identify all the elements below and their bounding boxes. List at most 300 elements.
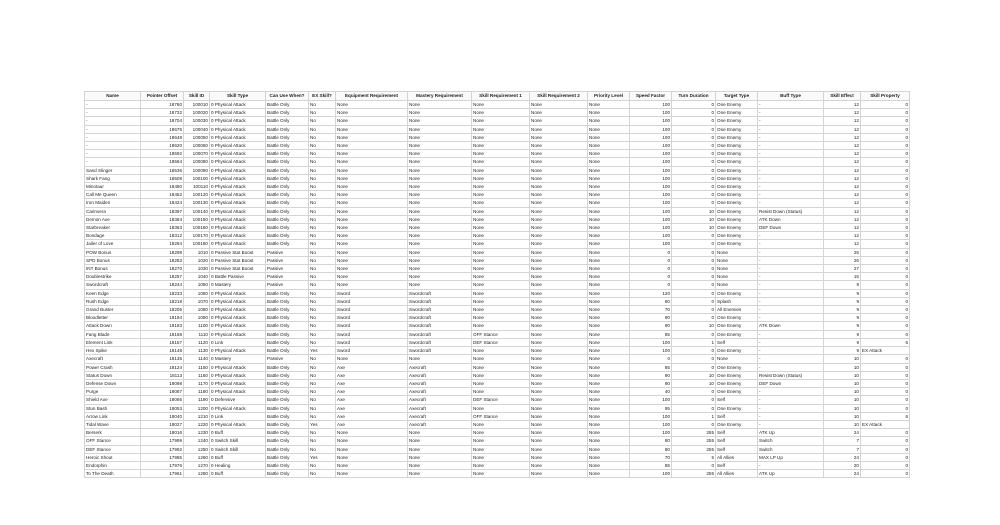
table-cell[interactable]: 100 [630,183,672,191]
table-cell[interactable]: 1230 [184,429,210,437]
table-cell[interactable]: 70 [630,306,672,314]
table-cell[interactable]: 18312 [141,232,184,240]
table-cell[interactable]: Minotaur [85,183,141,191]
table-cell[interactable]: One Enemy [716,322,758,330]
table-cell[interactable]: None [530,330,588,338]
column-header[interactable]: Skill Type [210,92,266,101]
table-cell[interactable]: Battle Only [266,117,309,125]
table-cell[interactable]: Call Me Queen [85,191,141,199]
table-cell[interactable]: None [530,355,588,363]
table-cell[interactable]: Axecraft [408,371,472,379]
table-cell[interactable]: Sword [336,289,408,297]
table-cell[interactable]: None [588,174,630,182]
table-cell[interactable]: None [588,142,630,150]
table-cell[interactable]: None [408,117,472,125]
table-cell[interactable]: 0 Physical Attack [210,158,266,166]
table-cell[interactable]: OFF Stance [472,330,530,338]
table-cell[interactable]: Defense Down [85,379,141,387]
table-cell[interactable]: DEF Stance [472,338,530,346]
table-cell[interactable]: None [716,265,758,273]
table-cell[interactable]: One Enemy [716,133,758,141]
table-cell[interactable]: One Enemy [716,183,758,191]
table-cell[interactable]: None [336,224,408,232]
table-cell[interactable]: No [309,461,336,469]
table-cell[interactable]: 18183 [141,322,184,330]
table-cell[interactable]: 7 [824,445,861,453]
table-cell[interactable]: - [758,396,824,404]
table-cell[interactable]: 0 [672,232,716,240]
table-cell[interactable]: Resist Down (Status) [758,207,824,215]
table-cell[interactable]: 12 [824,150,861,158]
table-cell[interactable]: Swordcraft [408,314,472,322]
table-cell[interactable]: No [309,248,336,256]
table-cell[interactable]: None [336,256,408,264]
table-cell[interactable]: 0 Healing [210,461,266,469]
table-cell[interactable]: Yes [309,347,336,355]
table-cell[interactable]: DEF Stance [85,445,141,453]
table-cell[interactable]: No [309,412,336,420]
table-cell[interactable]: 18283 [141,256,184,264]
table-cell[interactable]: None [472,256,530,264]
table-cell[interactable]: 1150 [184,363,210,371]
table-cell[interactable]: 80 [630,297,672,305]
table-cell[interactable]: None [588,199,630,207]
table-cell[interactable]: 0 Physical Attack [210,330,266,338]
table-cell[interactable]: 10 [672,322,716,330]
table-cell[interactable]: 0 Buff [210,429,266,437]
table-cell[interactable]: No [309,330,336,338]
table-cell[interactable]: None [472,314,530,322]
column-header[interactable]: Skill Effect [824,92,861,101]
table-cell[interactable]: Swordcraft [408,322,472,330]
table-cell[interactable]: Axecraft [408,379,472,387]
table-cell[interactable]: One Enemy [716,117,758,125]
table-cell[interactable]: 24 [824,429,861,437]
table-cell[interactable]: 100140 [184,207,210,215]
table-cell[interactable]: No [309,174,336,182]
table-cell[interactable]: None [336,355,408,363]
table-cell[interactable]: None [588,183,630,191]
table-cell[interactable]: None [408,453,472,461]
table-cell[interactable]: Battle Only [266,199,309,207]
table-cell[interactable]: No [309,338,336,346]
table-cell[interactable]: Sword [336,330,408,338]
table-cell[interactable]: 0 Physical Attack [210,109,266,117]
column-header[interactable]: Skill Requirement 2 [530,92,588,101]
table-cell[interactable]: 10 [672,371,716,379]
table-cell[interactable]: - [758,191,824,199]
table-cell[interactable]: DEF Down [758,379,824,387]
table-cell[interactable]: None [336,109,408,117]
table-cell[interactable]: 0 [672,297,716,305]
table-cell[interactable]: Battle Only [266,322,309,330]
table-cell[interactable]: 18157 [141,338,184,346]
table-cell[interactable]: 0 [861,101,910,109]
table-cell[interactable]: None [530,125,588,133]
table-cell[interactable]: 0 [861,248,910,256]
table-cell[interactable]: 100020 [184,109,210,117]
table-cell[interactable]: 0 [861,379,910,387]
table-cell[interactable]: 0 Physical Attack [210,232,266,240]
table-cell[interactable]: None [472,470,530,478]
table-cell[interactable]: None [588,445,630,453]
table-cell[interactable]: - [758,117,824,125]
table-cell[interactable]: One Enemy [716,232,758,240]
table-cell[interactable]: 0 Passive Stat Boost [210,256,266,264]
table-cell[interactable]: - [85,101,141,109]
table-cell[interactable]: 18233 [141,289,184,297]
table-cell[interactable]: Axe [336,396,408,404]
table-cell[interactable]: 0 [861,322,910,330]
table-cell[interactable]: Battle Only [266,437,309,445]
table-cell[interactable]: 100 [630,142,672,150]
table-cell[interactable]: 0 [672,404,716,412]
table-cell[interactable]: Battle Only [266,207,309,215]
table-cell[interactable]: 10 [672,379,716,387]
table-cell[interactable]: - [758,256,824,264]
table-cell[interactable]: 26 [824,256,861,264]
table-cell[interactable]: 1210 [184,412,210,420]
table-cell[interactable]: ATK Down [758,322,824,330]
table-cell[interactable]: 12 [824,224,861,232]
table-cell[interactable]: 0 [672,117,716,125]
table-cell[interactable]: None [530,265,588,273]
table-cell[interactable]: None [472,281,530,289]
table-cell[interactable]: Heroic Shout [85,453,141,461]
table-cell[interactable]: - [85,117,141,125]
table-cell[interactable]: 90 [630,322,672,330]
table-cell[interactable]: 1140 [184,355,210,363]
table-cell[interactable]: - [758,199,824,207]
table-cell[interactable]: 0 Battle Passive [210,273,266,281]
table-cell[interactable]: 12 [824,183,861,191]
table-cell[interactable]: 0 [672,281,716,289]
table-cell[interactable]: 10 [824,388,861,396]
table-cell[interactable]: Passive [266,281,309,289]
table-cell[interactable]: No [309,199,336,207]
table-cell[interactable]: 18397 [141,207,184,215]
table-cell[interactable]: One Enemy [716,289,758,297]
table-cell[interactable]: No [309,133,336,141]
table-cell[interactable]: Passive [266,256,309,264]
table-cell[interactable]: 85 [630,461,672,469]
table-cell[interactable]: - [758,404,824,412]
table-cell[interactable]: - [758,306,824,314]
table-cell[interactable]: 9 [824,314,861,322]
table-cell[interactable]: Grand Buster [85,306,141,314]
table-cell[interactable]: 0 [630,265,672,273]
table-cell[interactable]: 255 [672,445,716,453]
table-cell[interactable]: 18648 [141,133,184,141]
table-cell[interactable]: No [309,297,336,305]
table-cell[interactable]: 1110 [184,330,210,338]
table-cell[interactable]: None [588,322,630,330]
table-cell[interactable]: None [530,363,588,371]
table-cell[interactable]: 0 Defensive [210,396,266,404]
table-cell[interactable]: 0 [672,306,716,314]
table-cell[interactable]: Battle Only [266,125,309,133]
table-cell[interactable]: None [588,133,630,141]
table-cell[interactable]: 85 [630,363,672,371]
table-cell[interactable]: - [758,420,824,428]
table-cell[interactable]: None [588,158,630,166]
table-cell[interactable]: - [758,150,824,158]
table-cell[interactable]: 100180 [184,240,210,248]
table-cell[interactable]: To The Death [85,470,141,478]
table-cell[interactable]: 18113 [141,371,184,379]
table-cell[interactable]: 100170 [184,232,210,240]
table-cell[interactable]: None [530,273,588,281]
table-cell[interactable]: None [530,117,588,125]
table-cell[interactable]: Axecraft [408,404,472,412]
table-cell[interactable]: 18257 [141,273,184,281]
table-cell[interactable]: 12 [824,109,861,117]
table-cell[interactable]: None [472,133,530,141]
table-cell[interactable]: 100080 [184,158,210,166]
table-cell[interactable]: None [472,183,530,191]
table-cell[interactable]: 0 [861,109,910,117]
table-cell[interactable]: 18704 [141,117,184,125]
table-cell[interactable]: Self [716,412,758,420]
table-cell[interactable]: Arrow Link [85,412,141,420]
table-cell[interactable]: 10 [824,396,861,404]
table-cell[interactable]: Swordcraft [408,289,472,297]
table-cell[interactable]: None [716,273,758,281]
table-cell[interactable]: None [530,396,588,404]
table-cell[interactable]: None [530,388,588,396]
table-cell[interactable]: MAX LP Up [758,453,824,461]
table-cell[interactable]: Battle Only [266,297,309,305]
table-cell[interactable]: 0 [672,314,716,322]
table-cell[interactable]: 18135 [141,355,184,363]
table-cell[interactable]: None [336,445,408,453]
table-cell[interactable]: No [309,240,336,248]
table-cell[interactable]: None [588,125,630,133]
table-cell[interactable]: INT Bonus [85,265,141,273]
table-cell[interactable]: None [588,412,630,420]
table-cell[interactable]: 0 Switch Skill [210,445,266,453]
table-cell[interactable]: 80 [630,437,672,445]
table-cell[interactable]: 0 Physical Attack [210,191,266,199]
table-cell[interactable]: No [309,388,336,396]
table-cell[interactable]: None [336,174,408,182]
column-header[interactable]: Pointer Offset [141,92,184,101]
table-cell[interactable]: None [472,199,530,207]
table-cell[interactable]: 0 [672,388,716,396]
table-cell[interactable]: All Allies [716,453,758,461]
table-cell[interactable]: 18424 [141,199,184,207]
table-cell[interactable]: 0 Physical Attack [210,117,266,125]
table-cell[interactable]: 18363 [141,224,184,232]
table-cell[interactable]: Power Crash [85,363,141,371]
table-cell[interactable]: 0 [630,248,672,256]
table-cell[interactable]: 0 [861,142,910,150]
table-cell[interactable]: 12 [824,240,861,248]
table-cell[interactable]: Battle Only [266,142,309,150]
table-cell[interactable]: None [336,437,408,445]
table-cell[interactable]: 0 [861,150,910,158]
table-cell[interactable]: None [530,314,588,322]
table-cell[interactable]: Berserk [85,429,141,437]
table-cell[interactable]: None [336,207,408,215]
table-cell[interactable]: None [530,453,588,461]
table-cell[interactable]: Axe [336,388,408,396]
table-cell[interactable]: 0 [861,388,910,396]
table-cell[interactable]: None [716,281,758,289]
table-cell[interactable]: Battle Only [266,412,309,420]
table-cell[interactable]: 24 [824,453,861,461]
table-cell[interactable]: - [85,142,141,150]
table-cell[interactable]: EX Attack [861,347,910,355]
table-cell[interactable]: None [588,297,630,305]
table-cell[interactable]: Battle Only [266,232,309,240]
table-cell[interactable]: Axecraft [408,412,472,420]
table-cell[interactable]: 100 [630,338,672,346]
table-cell[interactable]: 0 [861,133,910,141]
table-cell[interactable]: None [530,133,588,141]
table-cell[interactable]: 0 [630,355,672,363]
table-cell[interactable]: 0 [672,248,716,256]
table-cell[interactable]: None [530,150,588,158]
table-cell[interactable]: 0 [672,240,716,248]
table-cell[interactable]: 18087 [141,388,184,396]
table-cell[interactable]: None [336,429,408,437]
table-cell[interactable]: 0 Buff [210,470,266,478]
table-cell[interactable]: 0 [861,404,910,412]
table-cell[interactable]: None [588,289,630,297]
table-cell[interactable]: 17961 [141,470,184,478]
table-cell[interactable]: 0 [672,273,716,281]
table-cell[interactable]: 0 [861,470,910,478]
table-cell[interactable]: 10 [824,420,861,428]
table-cell[interactable]: None [588,109,630,117]
table-cell[interactable]: No [309,289,336,297]
table-cell[interactable]: None [472,174,530,182]
table-cell[interactable]: 120 [630,289,672,297]
table-cell[interactable]: None [530,191,588,199]
table-cell[interactable]: 100130 [184,199,210,207]
table-cell[interactable]: 0 Physical Attack [210,420,266,428]
table-cell[interactable]: 255 [672,437,716,445]
table-cell[interactable]: None [530,166,588,174]
table-cell[interactable]: Battle Only [266,453,309,461]
table-cell[interactable]: 9 [824,322,861,330]
table-cell[interactable]: None [472,248,530,256]
table-cell[interactable]: 70 [630,453,672,461]
table-cell[interactable]: None [408,150,472,158]
table-cell[interactable]: Battle Only [266,420,309,428]
table-cell[interactable]: 0 [672,363,716,371]
table-cell[interactable]: No [309,142,336,150]
table-cell[interactable]: - [758,297,824,305]
table-cell[interactable]: Axecraft [408,420,472,428]
table-cell[interactable]: None [336,461,408,469]
column-header[interactable]: Speed Factor [630,92,672,101]
table-cell[interactable]: 0 [861,125,910,133]
table-cell[interactable]: 0 [672,125,716,133]
table-cell[interactable]: 0 [672,256,716,264]
table-cell[interactable]: Battle Only [266,109,309,117]
table-cell[interactable]: 18244 [141,281,184,289]
table-cell[interactable]: None [472,142,530,150]
table-cell[interactable]: Self [716,396,758,404]
table-cell[interactable]: 100150 [184,215,210,223]
table-cell[interactable]: No [309,371,336,379]
table-cell[interactable]: - [758,388,824,396]
table-cell[interactable]: Battle Only [266,174,309,182]
table-cell[interactable]: 1170 [184,379,210,387]
table-cell[interactable]: 100 [630,347,672,355]
table-cell[interactable]: None [472,388,530,396]
table-cell[interactable]: 18194 [141,314,184,322]
table-cell[interactable]: - [85,133,141,141]
table-cell[interactable]: 100060 [184,142,210,150]
table-cell[interactable]: 10 [824,371,861,379]
table-cell[interactable]: 1220 [184,420,210,428]
table-cell[interactable]: One Enemy [716,379,758,387]
table-cell[interactable]: One Enemy [716,207,758,215]
table-cell[interactable]: - [85,150,141,158]
table-cell[interactable]: 6 [861,412,910,420]
table-cell[interactable]: 18168 [141,330,184,338]
table-cell[interactable]: None [588,461,630,469]
table-cell[interactable]: None [588,191,630,199]
table-cell[interactable]: 1280 [184,470,210,478]
table-cell[interactable]: None [336,183,408,191]
table-cell[interactable]: None [530,215,588,223]
table-cell[interactable]: None [408,355,472,363]
table-cell[interactable]: No [309,363,336,371]
table-cell[interactable]: None [408,207,472,215]
table-cell[interactable]: 18205 [141,306,184,314]
table-cell[interactable]: ATK Up [758,470,824,478]
table-cell[interactable]: None [336,158,408,166]
table-cell[interactable]: None [408,101,472,109]
table-cell[interactable]: None [530,101,588,109]
table-cell[interactable]: None [588,150,630,158]
table-cell[interactable]: 0 Physical Attack [210,347,266,355]
table-cell[interactable]: Endorphin [85,461,141,469]
table-cell[interactable]: OFF Stance [85,437,141,445]
table-cell[interactable]: 0 Mastery [210,355,266,363]
table-cell[interactable]: - [758,248,824,256]
table-cell[interactable]: Axe [336,420,408,428]
table-cell[interactable]: 0 [861,256,910,264]
table-cell[interactable]: 100050 [184,133,210,141]
table-cell[interactable]: No [309,273,336,281]
table-cell[interactable]: 1 [672,412,716,420]
column-header[interactable]: Skill Requirement 1 [472,92,530,101]
table-cell[interactable]: No [309,256,336,264]
table-cell[interactable]: 18298 [141,248,184,256]
table-cell[interactable]: 1200 [184,404,210,412]
table-cell[interactable]: 0 Switch Skill [210,437,266,445]
table-cell[interactable]: 100 [630,207,672,215]
table-cell[interactable]: None [472,453,530,461]
table-cell[interactable]: 100 [630,240,672,248]
table-cell[interactable]: None [408,256,472,264]
table-cell[interactable]: - [85,158,141,166]
table-cell[interactable]: One Enemy [716,125,758,133]
table-cell[interactable]: 0 [861,191,910,199]
table-cell[interactable]: 0 [861,240,910,248]
table-cell[interactable]: 0 Physical Attack [210,166,266,174]
table-cell[interactable]: 0 [861,306,910,314]
table-cell[interactable]: None [408,109,472,117]
table-cell[interactable]: None [472,158,530,166]
table-cell[interactable]: Battle Only [266,150,309,158]
table-cell[interactable]: 0 Physical Attack [210,224,266,232]
